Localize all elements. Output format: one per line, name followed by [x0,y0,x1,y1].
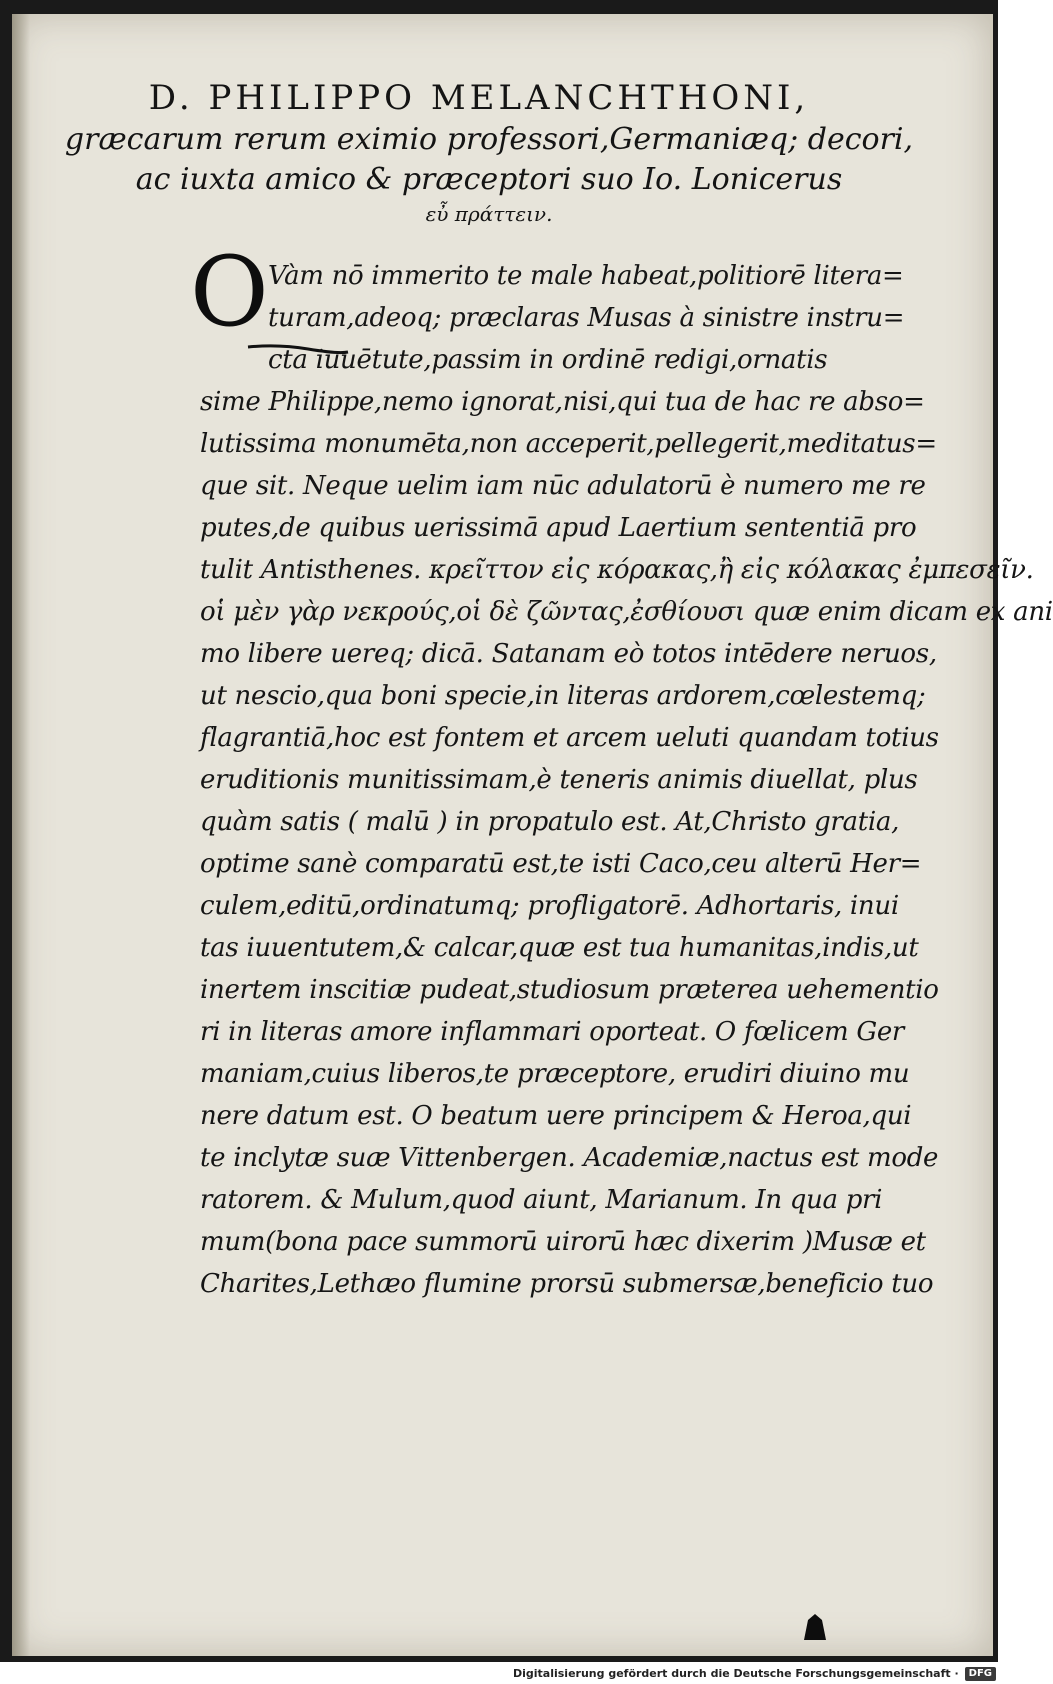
digitization-footer [0,1664,1000,1684]
body-line: culem,editū,ordinatumq; profligatorē. Adhortaris, inui [200,891,899,921]
body-line: mum(bona pace summorū uirorū hæc dixerim )Musæ et [200,1227,926,1257]
body-line: Charites,Lethæo flumine prorsū submersæ,beneficio tuo [200,1269,934,1299]
body-line: ratorem. & Mulum,quod aiunt, Marianum. In qua pri [200,1185,883,1215]
body-line: Vàm nō immerito te male habeat,politiorē litera= [268,261,904,291]
body-line: ri in literas amore inflammari oporteat. O fœlicem Ger [200,1017,905,1047]
body-line: que sit. Neque uelim iam nūc adulatorū è numero me re [200,471,926,501]
dfg-credit-text: Digitalisierung gefördert durch die Deutsche Forschungsgemeinschaft · [512,1667,959,1680]
body-line: te inclytæ suæ Vittenbergen. Academiæ,nactus est mode [200,1143,939,1173]
body-line: mo libere uereq; dicā. Satanam eò totos intēdere neruos, [200,639,937,669]
body-line: ut nescio,qua boni specie,in literas ardorem,cœlestemq; [200,681,926,711]
spine-shadow [12,14,30,1656]
body-line: cta iuuētute,passim in ordinē redigi,ornatis [268,345,828,375]
body-line: flagrantiā,hoc est fontem et arcem ueluti quandam totius [200,723,939,753]
body-line: lutissima monumēta,non acceperit,pellegerit,meditatus= [200,429,937,459]
body-line: turam,adeoq; præclaras Musas à sinistre instru= [268,303,905,333]
body-line: maniam,cuius liberos,te præceptore, erudiri diuino mu [200,1059,910,1089]
dedication-line-2: græcarum rerum eximio professori,Germaniæq; decori, [64,122,914,157]
greek-greeting: εὖ πράττειν. [425,202,553,226]
body-line: οἱ μὲν γὰρ νεκρούς,οἱ δὲ ζῶντας,ἐσθίουσι quæ enim dicam ex ani [200,597,1053,627]
body-line: tulit Antisthenes. κρεῖττον εἰς κόρακας,ἢ εἰς κόλακας ἐμπεσεῖν. [200,555,1034,585]
body-line: tas iuuentutem,& calcar,quæ est tua humanitas,indis,ut [200,933,919,963]
drop-cap-initial: O [190,236,269,348]
page-edge-mark-icon [800,1614,830,1640]
body-line: nere datum est. O beatum uere principem & Heroa,qui [200,1101,912,1131]
dedication-header [0,76,978,228]
dfg-logo: DFG [965,1667,996,1681]
body-line: eruditionis munitissimam,è teneris animis diuellat, plus [200,765,918,795]
body-line: putes,de quibus uerissimā apud Laertium sententiā pro [200,513,917,543]
body-line: inertem inscitiæ pudeat,studiosum præterea uehementio [200,975,939,1005]
dedication-title: D. PHILIPPO MELANCHTHONI, [148,78,810,118]
body-line: sime Philippe,nemo ignorat,nisi,qui tua de hac re abso= [200,387,925,417]
body-line: optime sanè comparatū est,te isti Caco,ceu alterū Her= [200,849,922,879]
dedication-line-3: ac iuxta amico & præceptori suo Io. Lonicerus [135,162,843,197]
body-line: quàm satis ( malū ) in propatulo est. At,Christo gratia, [200,807,900,837]
letter-body [200,255,1053,1305]
